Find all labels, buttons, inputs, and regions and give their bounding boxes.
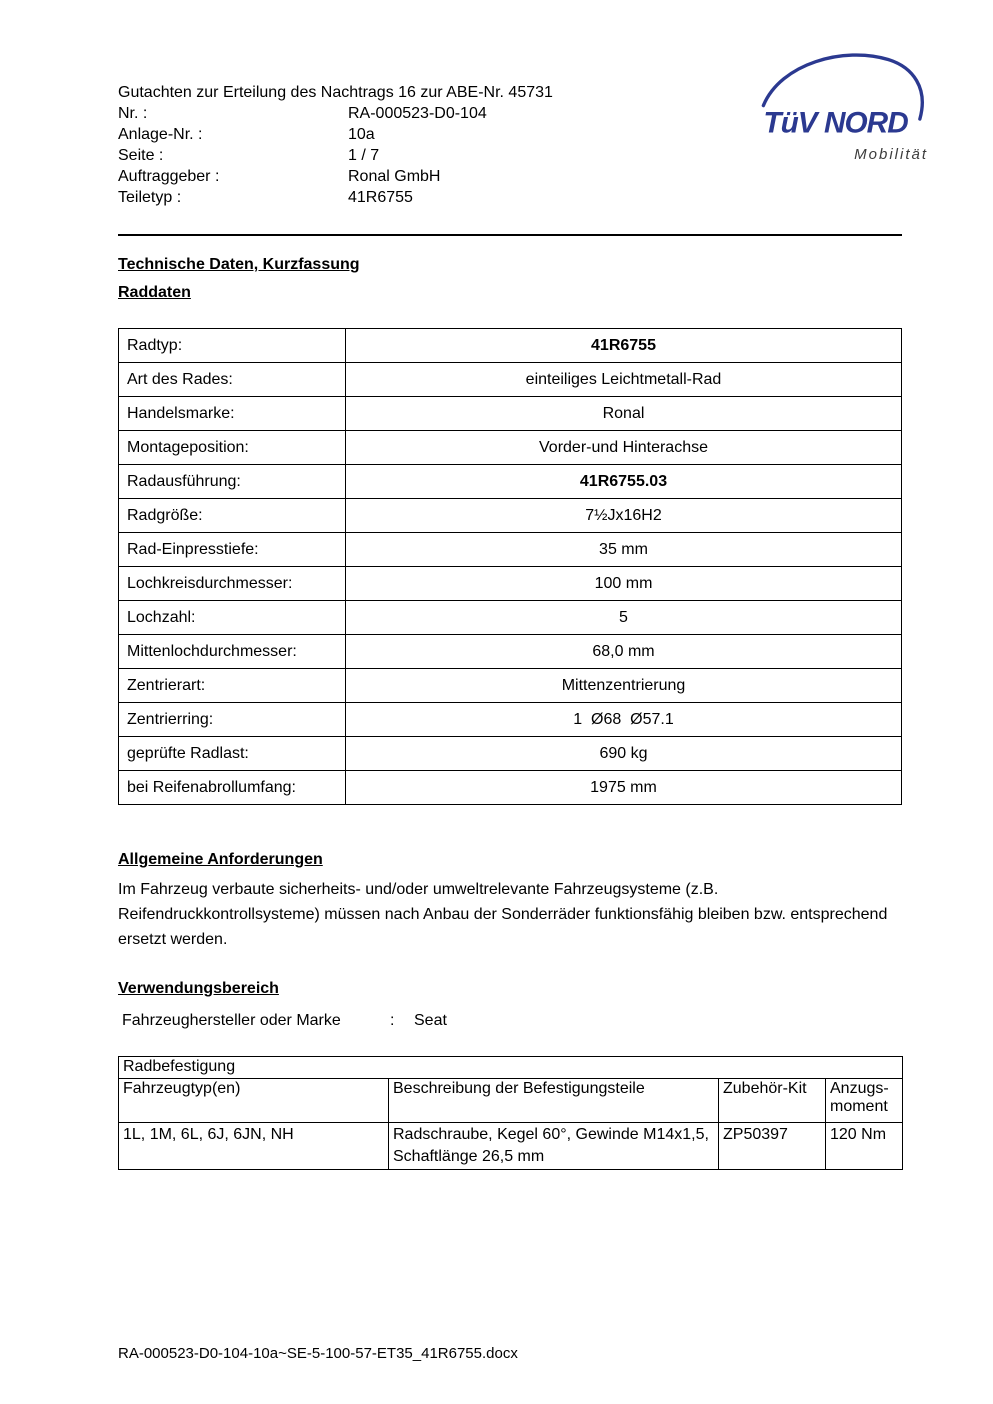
table-row [119,397,902,431]
header-field-value: 41R6755 [348,189,413,206]
table-row [119,635,902,669]
column-header-zubehoer-kit: Zubehör-Kit [719,1079,826,1123]
row-value: 100 mm [346,567,902,601]
row-label: Zentrierring: [119,703,346,737]
section-heading-allgemeine-anforderungen: Allgemeine Anforderungen [118,851,323,868]
row-label: Lochkreisdurchmesser: [119,567,346,601]
row-value: Vorder-und Hinterachse [346,431,902,465]
column-header-fahrzeugtyp: Fahrzeugtyp(en) [119,1079,389,1123]
table-row [119,567,902,601]
section-heading-raddaten: Raddaten [118,284,191,301]
header-field-label: Auftraggeber : [118,168,220,185]
section-heading-verwendungsbereich: Verwendungsbereich [118,980,279,997]
row-label: Radtyp: [119,329,346,363]
row-label: Zentrierart: [119,669,346,703]
logo-wordmark: TüV NORD [763,106,908,140]
logo-subtitle: Mobilität [854,146,928,163]
cell-anzugsmoment: 120 Nm [826,1123,903,1170]
fahrzeughersteller-line [118,1012,902,1030]
header-field-teiletyp [118,187,902,208]
row-label: Handelsmarke: [119,397,346,431]
cell-beschreibung: Radschraube, Kegel 60°, Gewinde M14x1,5, Schaftlänge 26,5 mm [389,1123,719,1170]
radbefestigung-title: Radbefestigung [119,1057,903,1079]
radbefestigung-table [118,1056,903,1170]
row-label: Radausführung: [119,465,346,499]
column-header-beschreibung: Beschreibung der Befestigungsteile [389,1079,719,1123]
table-row [119,1123,903,1170]
header-field-nr [118,103,902,124]
table-row [119,363,902,397]
cell-zubehoer-kit: ZP50397 [719,1123,826,1170]
document-content [118,82,902,1170]
header-field-label: Teiletyp : [118,189,182,206]
header-field-auftraggeber [118,166,902,187]
column-header-anzugsmoment: Anzugs-moment [826,1079,903,1123]
row-label: Rad-Einpresstiefe: [119,533,346,567]
row-label: Mittenlochdurchmesser: [119,635,346,669]
row-label: Radgröße: [119,499,346,533]
row-label: geprüfte Radlast: [119,737,346,771]
row-value: Mittenzentrierung [346,669,902,703]
table-title-row [119,1057,903,1079]
cell-fahrzeugtyp: 1L, 1M, 6L, 6J, 6JN, NH [119,1123,389,1170]
header-field-label: Nr. : [118,105,148,122]
header-field-seite [118,145,902,166]
row-value: 41R6755.03 [346,465,902,499]
fahrzeughersteller-label: Fahrzeughersteller oder Marke [122,1012,341,1029]
table-row [119,669,902,703]
row-value: 1 Ø68 Ø57.1 [346,703,902,737]
table-row [119,533,902,567]
table-row [119,499,902,533]
allgemeine-anforderungen-text: Im Fahrzeug verbaute sicherheits- und/oder umweltrelevante Fahrzeugsysteme (z.B. Reifendruckkontrollsysteme) müssen nach Anbau der Sonderräder funktionsfähig bleiben bzw. entsprechend ersetzt werden. [118,881,888,948]
header-field-label: Seite : [118,147,164,164]
raddaten-table [118,328,902,805]
table-row [119,771,902,805]
table-header-row [119,1079,903,1123]
table-row [119,465,902,499]
row-value: 35 mm [346,533,902,567]
header-divider [118,234,902,236]
row-label: Lochzahl: [119,601,346,635]
document-title: Gutachten zur Erteilung des Nachtrags 16 zur ABE-Nr. 45731 [118,84,553,101]
fahrzeughersteller-colon: : [390,1012,395,1029]
table-row [119,737,902,771]
row-value: einteiliges Leichtmetall-Rad [346,363,902,397]
header-field-value: RA-000523-D0-104 [348,105,487,122]
footer-filename: RA-000523-D0-104-10a~SE-5-100-57-ET35_41R6755.docx [118,1345,518,1362]
header-field-anlage [118,124,902,145]
row-value: 690 kg [346,737,902,771]
row-value: 68,0 mm [346,635,902,669]
table-row [119,703,902,737]
row-label: bei Reifenabrollumfang: [119,771,346,805]
row-value: 7½Jx16H2 [346,499,902,533]
row-label: Art des Rades: [119,363,346,397]
header-field-value: Ronal GmbH [348,168,441,185]
table-row [119,601,902,635]
row-label: Montageposition: [119,431,346,465]
header-field-label: Anlage-Nr. : [118,126,203,143]
row-value: Ronal [346,397,902,431]
fahrzeughersteller-value: Seat [414,1012,447,1029]
table-row [119,431,902,465]
header-field-value: 10a [348,126,375,143]
header-field-value: 1 / 7 [348,147,380,164]
row-value: 41R6755 [346,329,902,363]
table-row [119,329,902,363]
section-heading-technische-daten: Technische Daten, Kurzfassung [118,256,360,273]
row-value: 5 [346,601,902,635]
row-value: 1975 mm [346,771,902,805]
